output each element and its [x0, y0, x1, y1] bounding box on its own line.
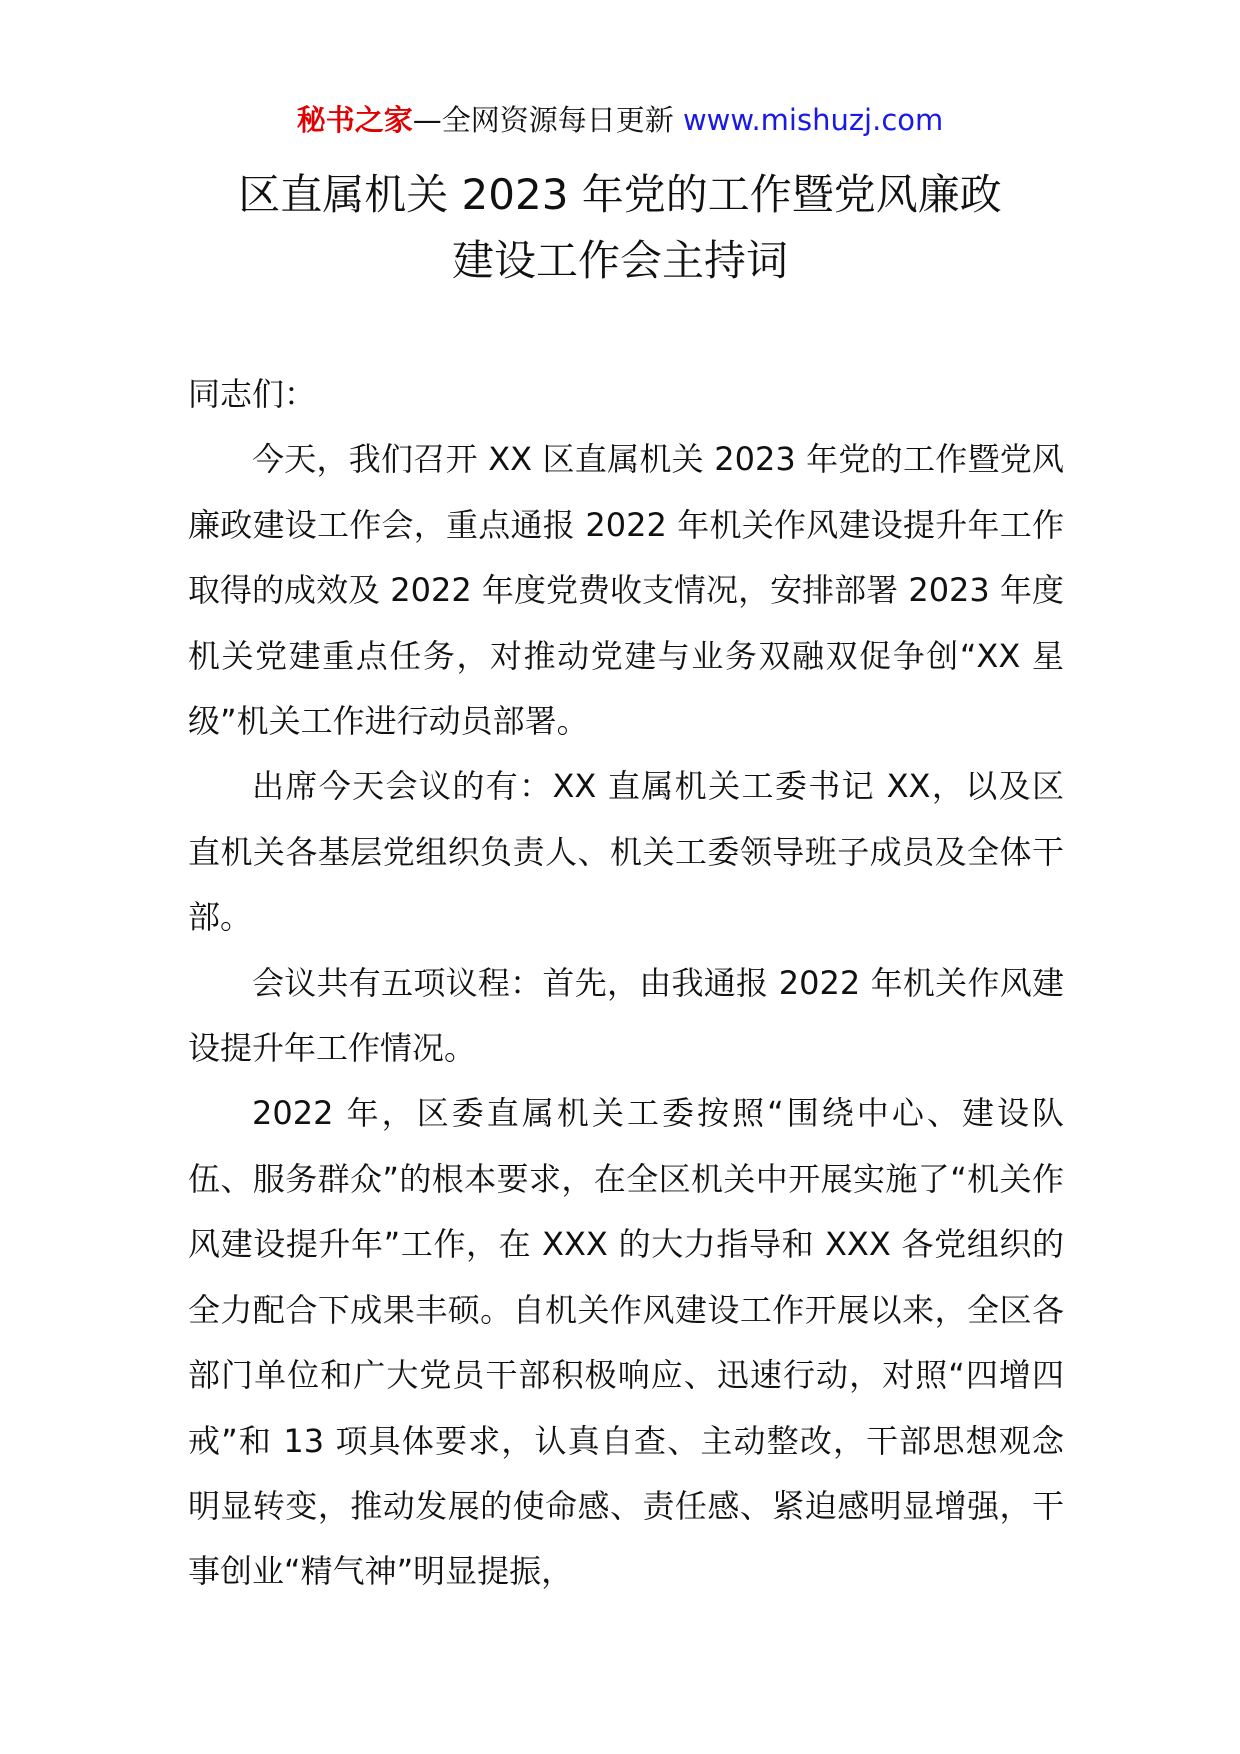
document-title	[0, 162, 1240, 294]
site-header	[0, 100, 1240, 140]
document-body	[188, 362, 1064, 1605]
paragraph: 会议共有五项议程：首先，由我通报 2022 年机关作风建设提升年工作情况。	[188, 963, 1064, 1068]
website-link[interactable]: www.mishuzj.com	[682, 103, 944, 137]
greeting: 同志们：	[188, 375, 317, 413]
header-tagline: —全网资源每日更新	[412, 103, 683, 137]
title-line-2: 建设工作会主持词	[451, 236, 788, 285]
paragraph: 今天，我们召开 XX 区直属机关 2023 年党的工作暨党风廉政建设工作会，重点通报 2022 年机关作风建设提升年工作取得的成效及 2022 年度党费收支情况，安排部署 2023 年度机关党建重点任务，对推动党建与业务双融双促争创“XX 星级”机关工作进行动员部署。	[188, 440, 1064, 741]
brand-name: 秘书之家	[296, 103, 413, 137]
paragraph: 出席今天会议的有：XX 直属机关工委书记 XX，以及区直机关各基层党组织负责人、机关工委领导班子成员及全体干部。	[188, 767, 1064, 937]
title-line-1: 区直属机关 2023 年党的工作暨党风廉政	[238, 170, 1002, 219]
paragraph: 2022 年，区委直属机关工委按照“围绕中心、建设队伍、服务群众”的根本要求，在全区机关中开展实施了“机关作风建设提升年”工作，在 XXX 的大力指导和 XXX 各党组织的全力配合下成果丰硕。自机关作风建设工作开展以来，全区各部门单位和广大党员干部积极响应、迅速行动，对照“四增四戒”和 13 项具体要求，认真自查、主动整改，干部思想观念明显转变，推动发展的使命感、责任感、紧迫感明显增强，干事创业“精气神”明显提振，	[188, 1094, 1064, 1591]
